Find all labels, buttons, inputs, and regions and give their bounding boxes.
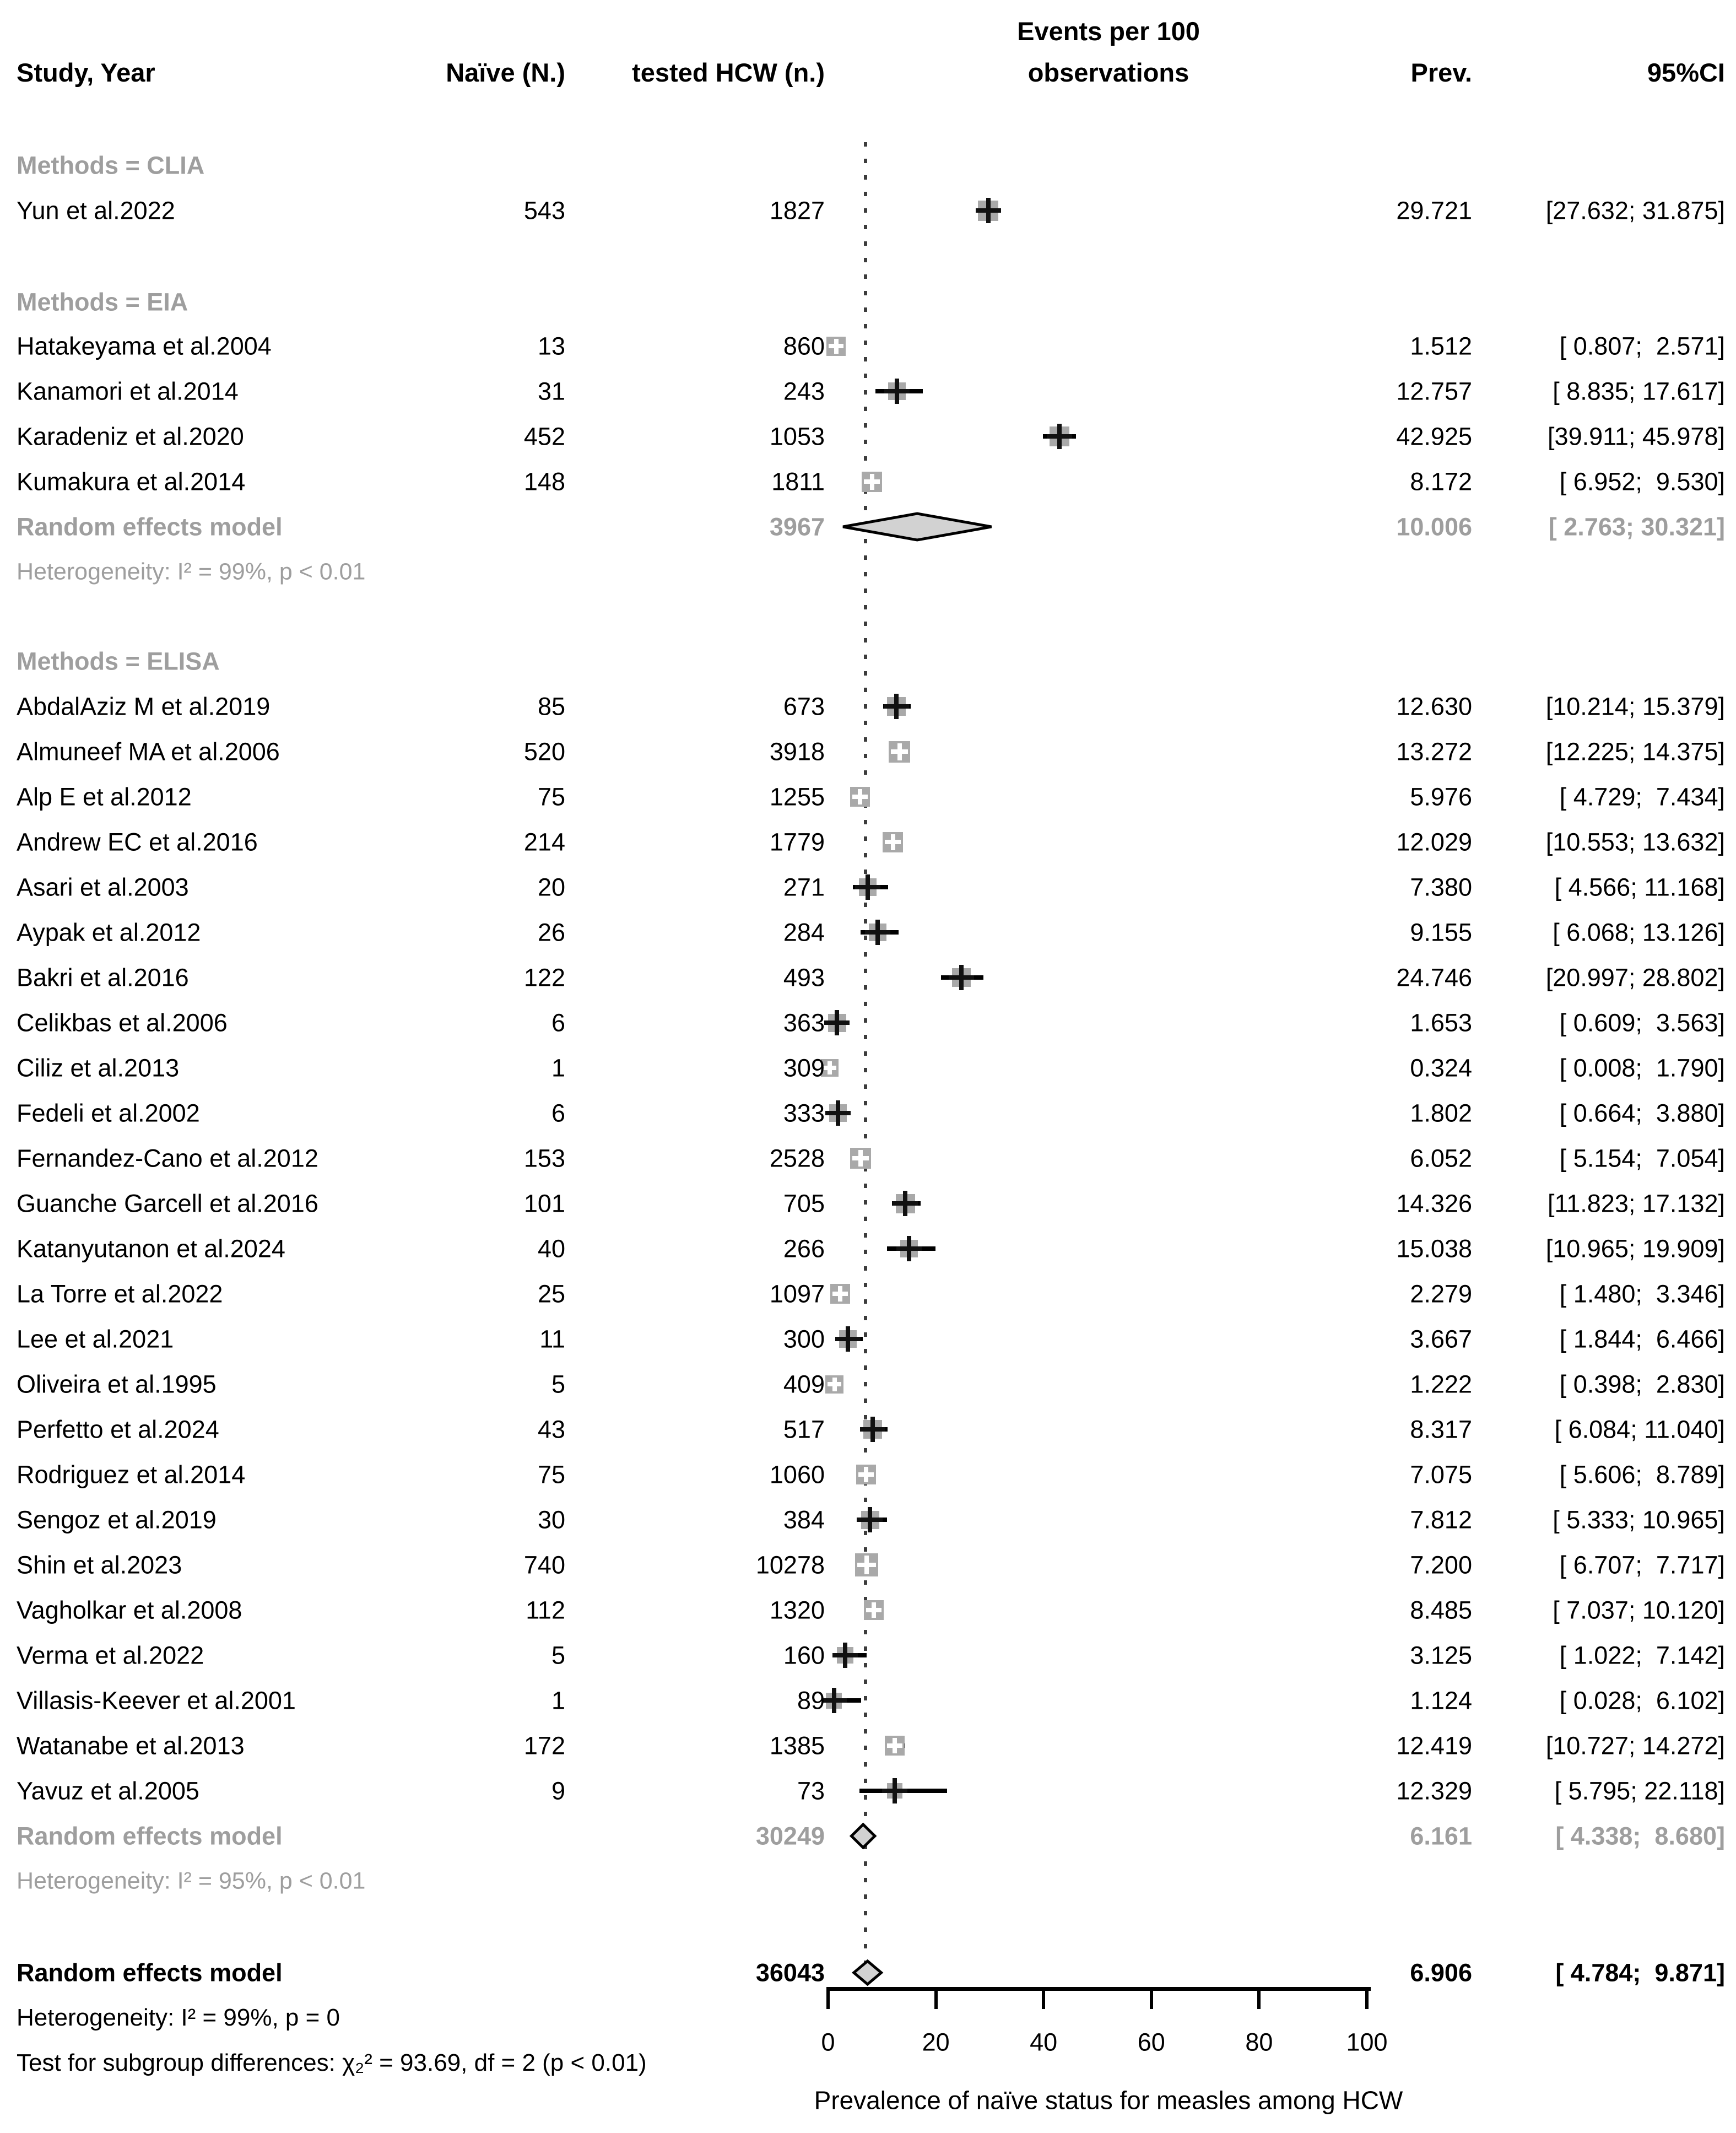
study-prev-value: 7.075: [1410, 1460, 1472, 1489]
study-ci-interval: [ 0.008; 1.790]: [1559, 1054, 1725, 1082]
study-tested-count: 3918: [769, 737, 825, 766]
study-name: Kumakura et al.2014: [17, 467, 246, 496]
study-naive-count: 13: [537, 332, 565, 360]
study-ci-interval: [12.225; 14.375]: [1545, 737, 1725, 766]
study-tested-count: 10278: [755, 1551, 825, 1579]
study-naive-count: 172: [523, 1731, 565, 1760]
x-axis-tick-label: 0: [821, 2028, 835, 2056]
study-tested-count: 363: [783, 1008, 825, 1037]
study-naive-count: 40: [537, 1234, 565, 1263]
study-naive-count: 452: [523, 422, 565, 451]
study-name: Fedeli et al.2002: [17, 1099, 200, 1127]
study-name: Hatakeyama et al.2004: [17, 332, 272, 360]
study-prev-value: 8.172: [1410, 467, 1472, 496]
study-naive-count: 26: [537, 918, 565, 947]
column-header-ci: 95%CI: [1647, 58, 1725, 88]
overall-model-label: Random effects model: [17, 1958, 283, 1987]
study-tested-count: 266: [783, 1234, 825, 1263]
section-label: Methods = CLIA: [17, 151, 205, 180]
x-axis-tick-label: 100: [1346, 2028, 1388, 2056]
study-name: Watanabe et al.2013: [17, 1731, 245, 1760]
x-axis-tick-label: 80: [1245, 2028, 1273, 2056]
study-ci-interval: [ 6.068; 13.126]: [1553, 918, 1725, 947]
study-ci-interval: [ 5.795; 22.118]: [1554, 1776, 1725, 1805]
study-naive-count: 214: [523, 828, 565, 856]
study-name: Bakri et al.2016: [17, 963, 189, 992]
study-naive-count: 740: [523, 1551, 565, 1579]
study-ci-interval: [ 0.398; 2.830]: [1559, 1370, 1725, 1398]
heterogeneity-note: Heterogeneity: I² = 95%, p < 0.01: [17, 1867, 366, 1894]
study-name: Andrew EC et al.2016: [17, 828, 258, 856]
study-prev-value: 1.222: [1410, 1370, 1472, 1398]
study-name: Asari et al.2003: [17, 873, 189, 901]
study-name: La Torre et al.2022: [17, 1279, 223, 1308]
study-prev-value: 3.125: [1410, 1641, 1472, 1670]
study-ci-interval: [ 0.028; 6.102]: [1559, 1686, 1725, 1715]
study-ci-interval: [ 8.835; 17.617]: [1553, 377, 1725, 406]
subgroup-test-note: Test for subgroup differences: χ₂² = 93.69, df = 2 (p < 0.01): [17, 2049, 647, 2076]
study-ci-interval: [10.553; 13.632]: [1545, 828, 1725, 856]
study-naive-count: 31: [537, 377, 565, 406]
study-name: Aypak et al.2012: [17, 918, 201, 947]
study-name: Oliveira et al.1995: [17, 1370, 217, 1398]
subgroup-model-ci-interval: [ 2.763; 30.321]: [1548, 512, 1725, 541]
study-ci-interval: [39.911; 45.978]: [1548, 422, 1725, 451]
column-header-naive: Naïve (N.): [446, 58, 565, 88]
study-ci-interval: [ 5.606; 8.789]: [1559, 1460, 1725, 1489]
subgroup-model-label: Random effects model: [17, 512, 283, 541]
study-prev-value: 9.155: [1410, 918, 1472, 947]
study-prev-value: 1.124: [1410, 1686, 1472, 1715]
column-header-events-line1: Events per 100: [1017, 17, 1200, 46]
column-header-tested: tested HCW (n.): [632, 58, 825, 88]
subgroup-model-prev-value: 10.006: [1396, 512, 1472, 541]
study-naive-count: 75: [537, 1460, 565, 1489]
study-name: Celikbas et al.2006: [17, 1008, 228, 1037]
x-axis-tick-label: 20: [922, 2028, 950, 2056]
study-tested-count: 333: [783, 1099, 825, 1127]
study-prev-value: 14.326: [1396, 1189, 1472, 1218]
study-tested-count: 1385: [769, 1731, 825, 1760]
study-ci-interval: [ 5.333; 10.965]: [1553, 1505, 1725, 1534]
overall-prev-value: 6.906: [1410, 1958, 1472, 1987]
study-name: Ciliz et al.2013: [17, 1054, 180, 1082]
study-tested-count: 1320: [769, 1596, 825, 1624]
x-axis-title: Prevalence of naïve status for measles among HCW: [814, 2086, 1403, 2115]
study-ci-interval: [20.997; 28.802]: [1545, 963, 1725, 992]
column-header-events-line2: observations: [1027, 58, 1189, 88]
study-ci-interval: [27.632; 31.875]: [1545, 196, 1725, 225]
study-naive-count: 20: [537, 873, 565, 901]
study-naive-count: 153: [523, 1144, 565, 1173]
study-name: Villasis-Keever et al.2001: [17, 1686, 296, 1715]
study-ci-interval: [ 1.844; 6.466]: [1559, 1325, 1725, 1353]
section-label: Methods = ELISA: [17, 647, 220, 676]
study-tested-count: 1827: [769, 196, 825, 225]
study-ci-interval: [ 7.037; 10.120]: [1553, 1596, 1725, 1624]
study-naive-count: 122: [523, 963, 565, 992]
study-naive-count: 1: [551, 1054, 565, 1082]
study-prev-value: 12.757: [1396, 377, 1472, 406]
study-tested-count: 1053: [769, 422, 825, 451]
study-tested-count: 673: [783, 692, 825, 721]
subgroup-model-ci-interval: [ 4.338; 8.680]: [1555, 1822, 1725, 1850]
study-prev-value: 3.667: [1410, 1325, 1472, 1353]
study-prev-value: 7.812: [1410, 1505, 1472, 1534]
study-prev-value: 24.746: [1396, 963, 1472, 992]
study-name: Yavuz et al.2005: [17, 1776, 199, 1805]
subgroup-model-label: Random effects model: [17, 1822, 283, 1850]
study-name: Vagholkar et al.2008: [17, 1596, 242, 1624]
study-prev-value: 1.512: [1410, 332, 1472, 360]
study-prev-value: 29.721: [1396, 196, 1472, 225]
overall-tested-count: 36043: [755, 1958, 825, 1987]
study-name: Perfetto et al.2024: [17, 1415, 219, 1444]
study-ci-interval: [10.727; 14.272]: [1545, 1731, 1725, 1760]
study-prev-value: 12.029: [1396, 828, 1472, 856]
study-name: Rodriguez et al.2014: [17, 1460, 246, 1489]
study-tested-count: 2528: [769, 1144, 825, 1173]
study-naive-count: 148: [523, 467, 565, 496]
study-ci-interval: [ 1.480; 3.346]: [1559, 1279, 1725, 1308]
study-naive-count: 9: [551, 1776, 565, 1805]
study-name: Katanyutanon et al.2024: [17, 1234, 285, 1263]
study-name: AbdalAziz M et al.2019: [17, 692, 271, 721]
study-ci-interval: [10.965; 19.909]: [1545, 1234, 1725, 1263]
study-name: Shin et al.2023: [17, 1551, 182, 1579]
study-naive-count: 543: [523, 196, 565, 225]
overall-heterogeneity-note: Heterogeneity: I² = 99%, p = 0: [17, 2004, 340, 2031]
study-naive-count: 520: [523, 737, 565, 766]
study-naive-count: 101: [523, 1189, 565, 1218]
study-naive-count: 85: [537, 692, 565, 721]
study-prev-value: 15.038: [1396, 1234, 1472, 1263]
study-name: Alp E et al.2012: [17, 782, 192, 811]
study-ci-interval: [ 6.952; 9.530]: [1559, 467, 1725, 496]
study-tested-count: 493: [783, 963, 825, 992]
study-name: Guanche Garcell et al.2016: [17, 1189, 318, 1218]
study-tested-count: 705: [783, 1189, 825, 1218]
study-naive-count: 30: [537, 1505, 565, 1534]
study-prev-value: 1.802: [1410, 1099, 1472, 1127]
study-prev-value: 12.329: [1396, 1776, 1472, 1805]
study-tested-count: 1779: [769, 828, 825, 856]
study-tested-count: 284: [783, 918, 825, 947]
study-prev-value: 2.279: [1410, 1279, 1472, 1308]
study-name: Sengoz et al.2019: [17, 1505, 217, 1534]
study-naive-count: 75: [537, 782, 565, 811]
study-ci-interval: [ 5.154; 7.054]: [1559, 1144, 1725, 1173]
study-name: Yun et al.2022: [17, 196, 175, 225]
study-prev-value: 8.317: [1410, 1415, 1472, 1444]
study-naive-count: 5: [551, 1641, 565, 1670]
study-ci-interval: [ 0.609; 3.563]: [1559, 1008, 1725, 1037]
study-prev-value: 8.485: [1410, 1596, 1472, 1624]
study-name: Kanamori et al.2014: [17, 377, 239, 406]
study-tested-count: 1097: [769, 1279, 825, 1308]
study-ci-interval: [ 0.807; 2.571]: [1559, 332, 1725, 360]
study-ci-interval: [ 6.084; 11.040]: [1554, 1415, 1725, 1444]
section-label: Methods = EIA: [17, 288, 188, 316]
x-axis-tick-label: 40: [1030, 2028, 1058, 2056]
study-prev-value: 0.324: [1410, 1054, 1472, 1082]
x-axis-tick-label: 60: [1137, 2028, 1165, 2056]
study-naive-count: 6: [551, 1008, 565, 1037]
study-ci-interval: [ 0.664; 3.880]: [1559, 1099, 1725, 1127]
study-naive-count: 43: [537, 1415, 565, 1444]
study-naive-count: 11: [539, 1325, 565, 1353]
study-ci-interval: [ 6.707; 7.717]: [1559, 1551, 1725, 1579]
study-prev-value: 42.925: [1396, 422, 1472, 451]
study-prev-value: 5.976: [1410, 782, 1472, 811]
study-name: Lee et al.2021: [17, 1325, 174, 1353]
study-naive-count: 25: [537, 1279, 565, 1308]
study-ci-interval: [11.823; 17.132]: [1548, 1189, 1725, 1218]
study-tested-count: 384: [783, 1505, 825, 1534]
study-naive-count: 1: [551, 1686, 565, 1715]
study-tested-count: 1060: [769, 1460, 825, 1489]
subgroup-model-tested-count: 30249: [755, 1822, 825, 1850]
study-tested-count: 309: [783, 1054, 825, 1082]
study-tested-count: 160: [783, 1641, 825, 1670]
column-header-study: Study, Year: [17, 58, 155, 88]
study-naive-count: 112: [526, 1596, 565, 1624]
study-tested-count: 89: [797, 1686, 825, 1715]
study-tested-count: 860: [783, 332, 825, 360]
study-naive-count: 6: [551, 1099, 565, 1127]
study-tested-count: 300: [783, 1325, 825, 1353]
study-prev-value: 7.380: [1410, 873, 1472, 901]
study-name: Karadeniz et al.2020: [17, 422, 244, 451]
heterogeneity-note: Heterogeneity: I² = 99%, p < 0.01: [17, 558, 366, 585]
study-prev-value: 12.419: [1396, 1731, 1472, 1760]
study-prev-value: 1.653: [1410, 1008, 1472, 1037]
study-naive-count: 5: [551, 1370, 565, 1398]
study-name: Verma et al.2022: [17, 1641, 204, 1670]
subgroup-model-tested-count: 3967: [769, 512, 825, 541]
study-name: Fernandez-Cano et al.2012: [17, 1144, 318, 1173]
study-tested-count: 271: [783, 873, 825, 901]
study-tested-count: 1811: [771, 467, 825, 496]
study-prev-value: 7.200: [1410, 1551, 1472, 1579]
study-prev-value: 13.272: [1396, 737, 1472, 766]
study-ci-interval: [10.214; 15.379]: [1545, 692, 1725, 721]
study-ci-interval: [ 1.022; 7.142]: [1559, 1641, 1725, 1670]
study-prev-value: 6.052: [1410, 1144, 1472, 1173]
overall-ci-interval: [ 4.784; 9.871]: [1555, 1958, 1725, 1987]
study-ci-interval: [ 4.729; 7.434]: [1559, 782, 1725, 811]
column-header-prev: Prev.: [1410, 58, 1472, 88]
study-name: Almuneef MA et al.2006: [17, 737, 280, 766]
study-tested-count: 73: [797, 1776, 825, 1805]
study-tested-count: 409: [783, 1370, 825, 1398]
study-tested-count: 243: [783, 377, 825, 406]
study-prev-value: 12.630: [1396, 692, 1472, 721]
study-tested-count: 517: [783, 1415, 825, 1444]
study-ci-interval: [ 4.566; 11.168]: [1554, 873, 1725, 901]
study-tested-count: 1255: [769, 782, 825, 811]
subgroup-model-prev-value: 6.161: [1410, 1822, 1472, 1850]
